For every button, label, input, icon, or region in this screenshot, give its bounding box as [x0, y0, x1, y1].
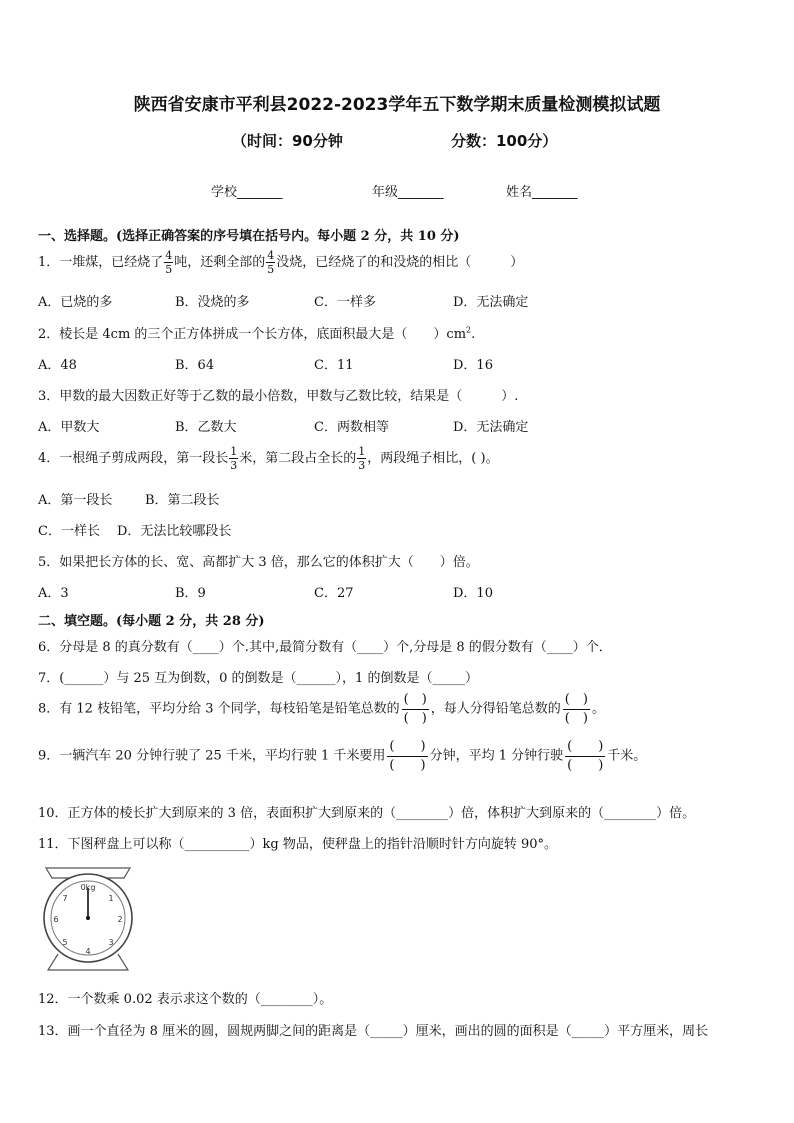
scale-mark-5: 5 [62, 938, 68, 947]
q1-option-c[interactable]: C．一样多 [314, 295, 376, 310]
q8-fraction-2[interactable] [563, 693, 590, 725]
question-3: 3．甲数的最大因数正好等于乙数的最小倍数，甲数与乙数比较，结果是（ ）. [38, 389, 519, 404]
section2-heading: 二、填空题。(每小题 2 分，共 28 分) [38, 614, 265, 629]
q9-f2-num[interactable]: ( ) [565, 740, 605, 757]
q5-option-b[interactable]: B．9 [175, 586, 206, 601]
school-field[interactable]: 学校_______ [211, 185, 283, 200]
q3-option-d[interactable]: D．无法确定 [453, 420, 529, 435]
question-10: 10．正方体的棱长扩大到原来的 3 倍，表面积扩大到原来的（________）倍，体积扩大到原来的（________）倍。 [38, 806, 696, 821]
question-5: 5．如果把长方体的长、宽、高都扩大 3 倍，那么它的体积扩大（ ）倍。 [38, 555, 479, 570]
q3-option-b[interactable]: B．乙数大 [175, 420, 237, 435]
q1-f1-num: 4 [165, 249, 173, 262]
scale-mark-3: 3 [108, 938, 114, 947]
q4-f2-num: 1 [358, 445, 366, 458]
question-4 [38, 446, 499, 471]
question-11: 11．下图秤盘上可以称（__________）kg 物品，使秤盘上的指针沿顺时针方向旋转 90°。 [38, 837, 558, 852]
q2-option-d[interactable]: D．16 [453, 358, 493, 373]
q2-text-a: 2．棱长是 4cm 的三个正方体拼成一个长方体，底面积最大是（ ）cm [38, 327, 467, 342]
q4-text-c: ，两段绳子相比，( )。 [367, 451, 499, 466]
q1-fraction-1 [164, 250, 173, 275]
scale-mark-7: 7 [62, 894, 68, 903]
q4-f1-den: 3 [230, 459, 238, 472]
scale-figure [38, 862, 138, 974]
q1-fraction-2 [266, 250, 275, 275]
q4-option-b[interactable]: B．第二段长 [145, 493, 220, 508]
scale-mark-6: 6 [53, 915, 59, 924]
question-8 [38, 693, 605, 725]
scale-unit-label: 0kg [80, 883, 96, 892]
scale-mark-1: 1 [108, 894, 114, 903]
q8-text-a: 8．有 12 枝铅笔，平均分给 3 个同学，每枝铅笔是铅笔总数的 [38, 701, 400, 717]
exam-time: （时间：90分钟 [232, 132, 343, 150]
q8-f1-den[interactable]: ( ) [403, 710, 427, 726]
q2-sup: 2 [466, 325, 472, 335]
q2-option-a[interactable]: A．48 [38, 358, 77, 373]
question-6: 6．分母是 8 的真分数有（____）个.其中,最简分数有（____）个,分母是 8 的假分数有（____）个． [38, 640, 612, 655]
q9-text-c: 千米。 [607, 748, 647, 764]
scale-pivot [86, 916, 90, 920]
q5-option-d[interactable]: D．10 [453, 586, 493, 601]
q4-option-c[interactable]: C．一样长 [38, 524, 100, 539]
q2-option-b[interactable]: B．64 [175, 358, 215, 373]
question-2 [38, 323, 475, 342]
exam-score: 分数：100分） [451, 132, 558, 150]
q9-text-b: 分钟，平均 1 分钟行驶 [429, 748, 564, 764]
q1-text-a: 1．一堆煤，已经烧了 [38, 255, 164, 270]
q1-f2-num: 4 [267, 249, 275, 262]
q5-option-a[interactable]: A．3 [38, 586, 69, 601]
q9-fraction-2[interactable] [565, 740, 605, 772]
q8-f2-den[interactable]: ( ) [564, 710, 588, 726]
q2-option-c[interactable]: C．11 [314, 358, 354, 373]
q8-text-c: 。 [591, 701, 605, 717]
q8-f1-num[interactable]: ( ) [402, 693, 429, 710]
question-12: 12．一个数乘 0.02 表示求这个数的（________）。 [38, 992, 333, 1007]
question-9 [38, 740, 646, 772]
q1-option-d[interactable]: D．无法确定 [453, 295, 529, 310]
q1-f1-den: 5 [165, 263, 173, 276]
q5-option-c[interactable]: C．27 [314, 586, 354, 601]
q4-text-b: 米，第二段占全长的 [239, 451, 357, 466]
q4-text-a: 4．一根绳子剪成两段，第一段长 [38, 451, 229, 466]
q9-f1-num[interactable]: ( ) [387, 740, 427, 757]
q3-option-c[interactable]: C．两数相等 [314, 420, 389, 435]
q1-text-c: 没烧，已经烧了的和没烧的相比（ ） [276, 255, 524, 270]
q2-text-b: . [471, 327, 476, 342]
q4-fraction-2 [357, 446, 366, 471]
section1-heading: 一、选择题。(选择正确答案的序号填在括号内。每小题 2 分，共 10 分) [38, 229, 460, 244]
q1-option-a[interactable]: A．已烧的多 [38, 295, 113, 310]
grade-field[interactable]: 年级_______ [372, 185, 444, 200]
scale-mark-2: 2 [117, 915, 123, 924]
q4-option-d[interactable]: D．无法比较哪段长 [117, 524, 232, 539]
q4-f1-num: 1 [230, 445, 238, 458]
q1-text-b: 吨，还剩全部的 [174, 255, 266, 270]
name-field[interactable]: 姓名_______ [506, 185, 578, 200]
q8-text-b: ，每人分得铅笔总数的 [430, 701, 561, 717]
question-7: 7．(______）与 25 互为倒数，0 的倒数是（______），1 的倒数是（_____） [38, 671, 478, 686]
page-title: 陕西省安康市平利县2022-2023学年五下数学期末质量检测模拟试题 [133, 95, 661, 115]
q9-f1-den[interactable]: ( ) [389, 757, 426, 773]
q8-fraction-1[interactable] [402, 693, 429, 725]
q1-option-b[interactable]: B．没烧的多 [175, 295, 250, 310]
q1-f2-den: 5 [267, 263, 275, 276]
q3-option-a[interactable]: A．甲数大 [38, 420, 100, 435]
scale-mark-4: 4 [85, 947, 91, 956]
q9-fraction-1[interactable] [387, 740, 427, 772]
q4-option-a[interactable]: A．第一段长 [38, 493, 113, 508]
question-13: 13．画一个直径为 8 厘米的圆，圆规两脚之间的距离是（_____）厘米，画出的圆的面积是（_____）平方厘米，周长 [38, 1024, 709, 1039]
question-1 [38, 250, 523, 275]
q4-f2-den: 3 [358, 459, 366, 472]
q4-fraction-1 [229, 446, 238, 471]
q8-f2-num[interactable]: ( ) [563, 693, 590, 710]
q9-f2-den[interactable]: ( ) [567, 757, 604, 773]
q9-text-a: 9．一辆汽车 20 分钟行驶了 25 千米，平均行驶 1 千米要用 [38, 748, 386, 764]
